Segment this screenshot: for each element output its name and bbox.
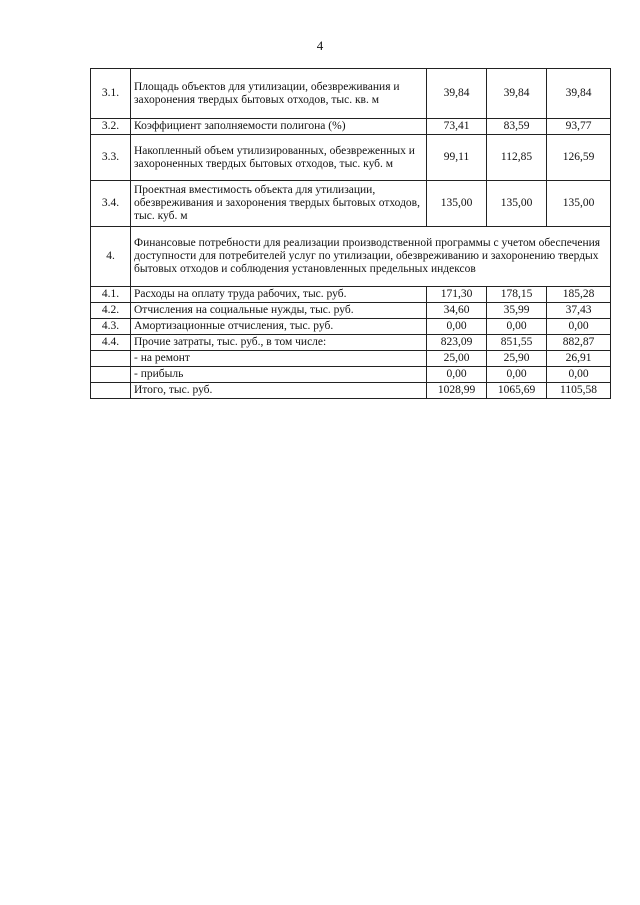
value-year-1: 135,00 bbox=[427, 181, 487, 227]
table-row bbox=[91, 287, 611, 303]
row-number: 4.1. bbox=[91, 287, 131, 303]
row-number: 4. bbox=[91, 227, 131, 287]
table-row bbox=[91, 135, 611, 181]
page-number: 4 bbox=[316, 38, 324, 53]
value-year-2: 112,85 bbox=[487, 135, 547, 181]
value-year-2: 25,90 bbox=[487, 351, 547, 367]
value-year-1: 34,60 bbox=[427, 303, 487, 319]
value-year-3: 135,00 bbox=[547, 181, 611, 227]
row-description: Отчисления на социальные нужды, тыс. руб. bbox=[131, 303, 427, 319]
table-row bbox=[91, 227, 611, 287]
value-year-2: 0,00 bbox=[487, 319, 547, 335]
row-number: 3.1. bbox=[91, 69, 131, 119]
row-description: Расходы на оплату труда рабочих, тыс. руб. bbox=[131, 287, 427, 303]
row-description: - прибыль bbox=[131, 367, 427, 383]
total-year-2: 1065,69 bbox=[487, 383, 547, 399]
value-year-1: 0,00 bbox=[427, 319, 487, 335]
value-year-1: 99,11 bbox=[427, 135, 487, 181]
table-row bbox=[91, 335, 611, 351]
table-row bbox=[91, 319, 611, 335]
value-year-2: 851,55 bbox=[487, 335, 547, 351]
total-year-3: 1105,58 bbox=[547, 383, 611, 399]
row-description: Амортизационные отчисления, тыс. руб. bbox=[131, 319, 427, 335]
value-year-3: 26,91 bbox=[547, 351, 611, 367]
row-description: Площадь объектов для утилизации, обезвреживания и захоронения твердых бытовых отходов, тыс. кв. м bbox=[131, 69, 427, 119]
row-description: - на ремонт bbox=[131, 351, 427, 367]
value-year-1: 0,00 bbox=[427, 367, 487, 383]
row-description: Коэффициент заполняемости полигона (%) bbox=[131, 119, 427, 135]
table-row bbox=[91, 119, 611, 135]
row-number: 3.2. bbox=[91, 119, 131, 135]
table-row bbox=[91, 351, 611, 367]
table-row bbox=[91, 303, 611, 319]
value-year-2: 39,84 bbox=[487, 69, 547, 119]
value-year-3: 126,59 bbox=[547, 135, 611, 181]
value-year-1: 73,41 bbox=[427, 119, 487, 135]
table-row bbox=[91, 181, 611, 227]
row-number: 3.3. bbox=[91, 135, 131, 181]
value-year-3: 37,43 bbox=[547, 303, 611, 319]
row-number: 4.4. bbox=[91, 335, 131, 351]
row-description: Прочие затраты, тыс. руб., в том числе: bbox=[131, 335, 427, 351]
table-row bbox=[91, 367, 611, 383]
value-year-1: 823,09 bbox=[427, 335, 487, 351]
table-row bbox=[91, 69, 611, 119]
row-description: Накопленный объем утилизированных, обезвреженных и захороненных твердых бытовых отходов, тыс. куб. м bbox=[131, 135, 427, 181]
value-year-3: 93,77 bbox=[547, 119, 611, 135]
row-number bbox=[91, 351, 131, 367]
value-year-3: 0,00 bbox=[547, 319, 611, 335]
total-year-1: 1028,99 bbox=[427, 383, 487, 399]
value-year-3: 185,28 bbox=[547, 287, 611, 303]
value-year-2: 35,99 bbox=[487, 303, 547, 319]
row-number bbox=[91, 383, 131, 399]
value-year-2: 178,15 bbox=[487, 287, 547, 303]
value-year-3: 882,87 bbox=[547, 335, 611, 351]
row-description: Проектная вместимость объекта для утилизации, обезвреживания и захоронения твердых бытовых отходов, тыс. куб. м bbox=[131, 181, 427, 227]
row-number: 3.4. bbox=[91, 181, 131, 227]
section-heading: Финансовые потребности для реализации производственной программы с учетом обеспечения доступности для потребителей услуг по утилизации, обезвреживанию и захоронению твердых бытовых отходов и соблюдения установленных предельных индексов bbox=[131, 227, 611, 287]
value-year-2: 83,59 bbox=[487, 119, 547, 135]
value-year-1: 25,00 bbox=[427, 351, 487, 367]
value-year-3: 39,84 bbox=[547, 69, 611, 119]
value-year-2: 0,00 bbox=[487, 367, 547, 383]
table-row bbox=[91, 383, 611, 399]
row-number: 4.3. bbox=[91, 319, 131, 335]
total-label: Итого, тыс. руб. bbox=[131, 383, 427, 399]
value-year-3: 0,00 bbox=[547, 367, 611, 383]
production-program-table bbox=[90, 68, 611, 399]
value-year-2: 135,00 bbox=[487, 181, 547, 227]
value-year-1: 39,84 bbox=[427, 69, 487, 119]
value-year-1: 171,30 bbox=[427, 287, 487, 303]
row-number: 4.2. bbox=[91, 303, 131, 319]
row-number bbox=[91, 367, 131, 383]
